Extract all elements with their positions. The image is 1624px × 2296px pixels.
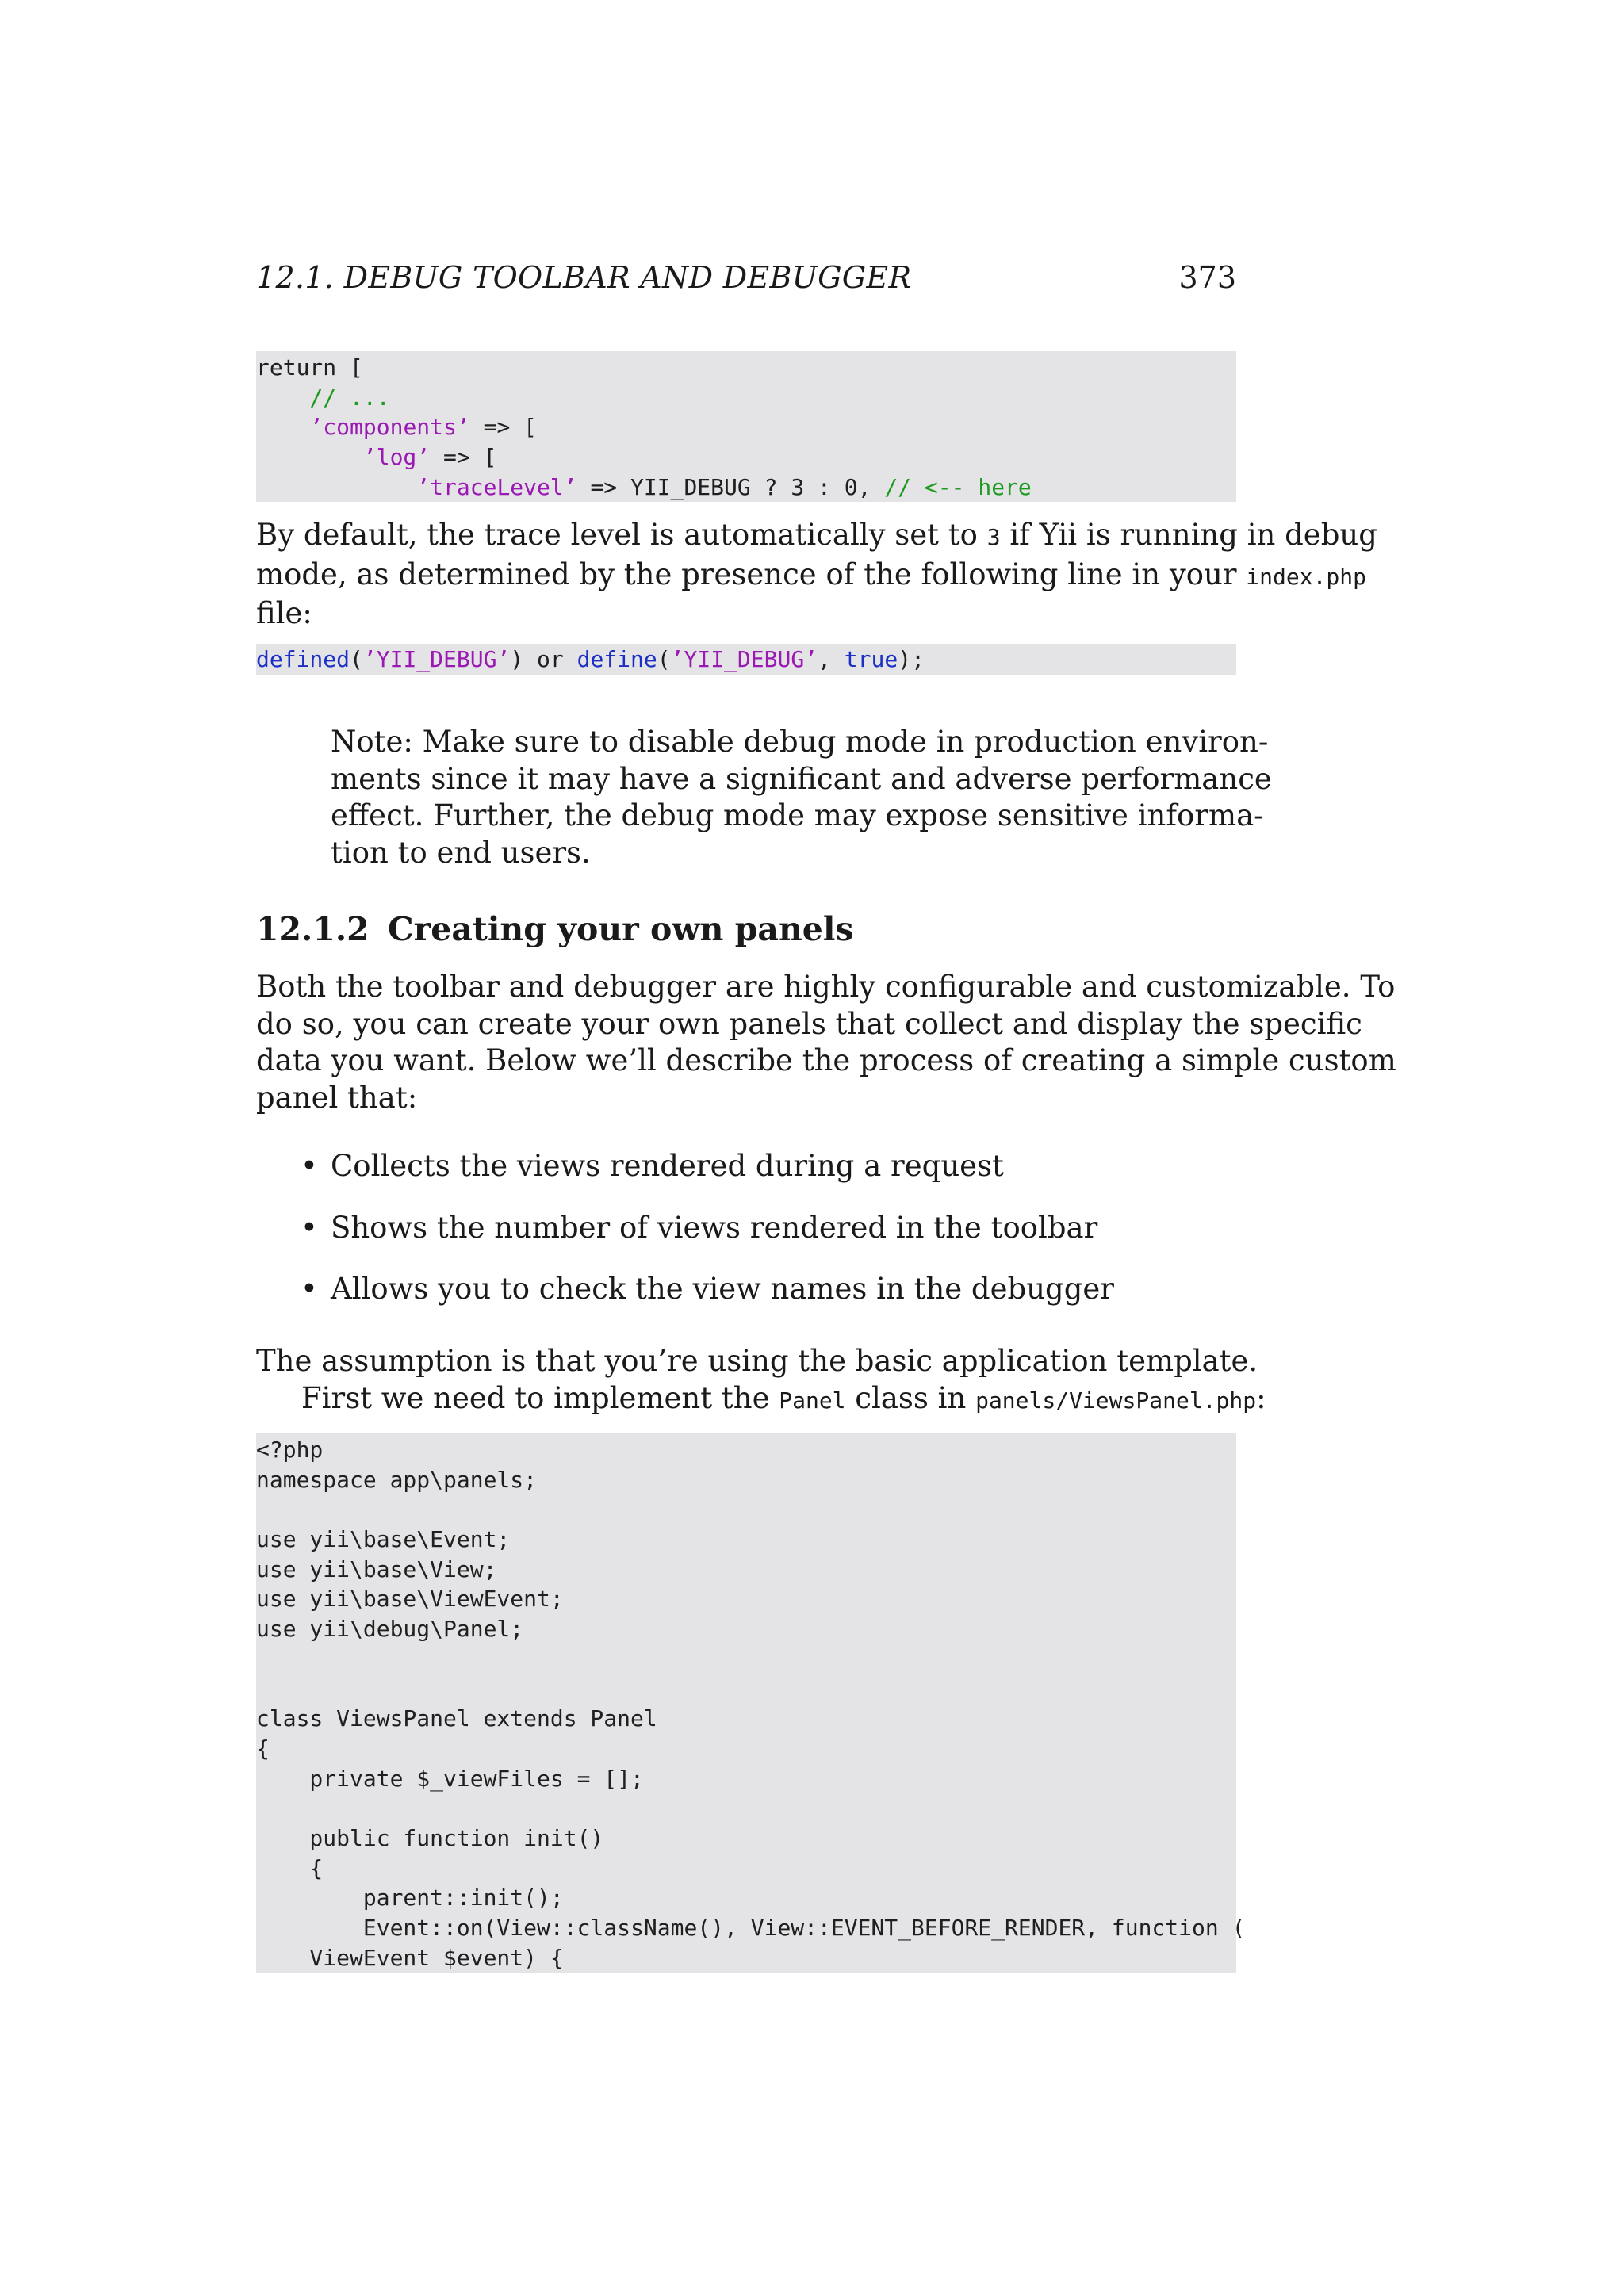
paragraph-line: file: — [256, 596, 312, 630]
page-number: 373 — [1178, 260, 1236, 295]
code-line — [256, 412, 1236, 442]
note-box — [331, 724, 1272, 871]
code-line: namespace app\panels; — [256, 1466, 538, 1493]
code-line: use yii\debug\Panel; — [256, 1616, 524, 1643]
code-token: ’traceLevel’ — [416, 473, 577, 500]
code-token: define — [576, 646, 657, 672]
code-token: ( — [657, 646, 671, 672]
inline-code: panels/ViewsPanel.php — [975, 1387, 1257, 1414]
code-line: parent::init(); — [256, 1885, 564, 1911]
paragraph-line: data you want. Below we’ll describe the process of creating a simple custom — [256, 1043, 1396, 1077]
code-token: ’YII_DEBUG’ — [362, 646, 511, 672]
paragraph-implement-panel — [256, 1343, 1266, 1419]
code-token: true — [844, 646, 898, 672]
code-token: ( — [350, 646, 363, 672]
inline-code: 3 — [986, 524, 1001, 550]
note-line: ments since it may have a significant and adverse performance — [331, 761, 1272, 796]
paragraph-line: do so, you can create your own panels that collect and display the specific — [256, 1006, 1362, 1041]
code-line — [256, 353, 1236, 383]
code-line — [256, 1674, 1236, 1705]
paragraph-line: By default, the trace level is automatically set to 3 if Yii is running in debug — [256, 518, 1377, 552]
running-header — [256, 260, 1236, 298]
header-section-title: 12.1. DEBUG TOOLBAR AND DEBUGGER — [256, 260, 912, 295]
note-line: effect. Further, the debug mode may expose sensitive informa- — [331, 798, 1264, 832]
note-line: Note: Make sure to disable debug mode in production environ- — [331, 725, 1269, 759]
paragraph-line: panel that: — [256, 1080, 418, 1115]
code-token: => [ — [469, 414, 538, 441]
subsection-heading — [256, 910, 854, 948]
code-token — [256, 385, 309, 411]
code-line: private $_viewFiles = []; — [256, 1765, 644, 1792]
paragraph-line: First we need to implement the Panel class in panels/ViewsPanel.php: — [301, 1380, 1266, 1415]
note-line: tion to end users. — [331, 835, 591, 870]
paragraph-custom-panels — [256, 969, 1396, 1116]
bullet-icon: • — [301, 1272, 318, 1306]
code-token: => YII_DEBUG ? 3 : 0, — [576, 473, 885, 500]
subsection-number: 12.1.2 — [256, 910, 370, 948]
code-line — [256, 473, 1236, 503]
paragraph-line: mode, as determined by the presence of the following line in your index.php — [256, 557, 1366, 591]
code-line — [256, 1793, 1236, 1823]
list-item: • Collects the views rendered during a request — [301, 1148, 1114, 1210]
code-token: , — [818, 646, 845, 672]
code-token: defined — [256, 646, 350, 672]
code-token: // ... — [309, 384, 390, 411]
paragraph-line: Both the toolbar and debugger are highly configurable and customizable. To — [256, 970, 1396, 1004]
code-line — [256, 442, 1236, 473]
paragraph-line: The assumption is that you’re using the basic application template. — [256, 1344, 1258, 1378]
inline-code: index.php — [1246, 563, 1366, 590]
code-line — [256, 383, 1236, 413]
code-line: ViewEvent $event) { — [256, 1944, 564, 1971]
code-token: ) or — [510, 646, 577, 672]
code-line: { — [256, 1854, 324, 1881]
inline-code: Panel — [779, 1387, 846, 1414]
subsection-title: Creating your own panels — [388, 910, 854, 948]
bullet-icon: • — [301, 1210, 318, 1245]
code-token — [256, 474, 416, 500]
code-token: return [ — [256, 354, 363, 381]
code-line: use yii\base\View; — [256, 1556, 497, 1582]
code-line: use yii\base\Event; — [256, 1526, 511, 1553]
list-item: • Shows the number of views rendered in the toolbar — [301, 1210, 1114, 1272]
code-block-views-panel — [256, 1433, 1246, 1973]
code-block-log-config — [256, 351, 1236, 502]
code-token — [256, 444, 363, 470]
code-line: class ViewsPanel extends Panel — [256, 1705, 657, 1732]
code-line: { — [256, 1735, 270, 1762]
code-line: <?php — [256, 1437, 324, 1463]
code-line — [256, 1494, 1236, 1525]
list-item: • Allows you to check the view names in the debugger — [301, 1271, 1114, 1333]
code-token — [256, 414, 309, 440]
code-line — [256, 1644, 1236, 1674]
code-token: ’YII_DEBUG’ — [670, 646, 818, 672]
code-line: public function init() — [256, 1824, 604, 1851]
bullet-icon: • — [301, 1149, 318, 1183]
code-line — [256, 645, 1236, 675]
code-token: => [ — [430, 444, 497, 471]
code-token: // <-- here — [884, 473, 1032, 500]
code-token: ); — [898, 646, 925, 672]
code-token: ’components’ — [309, 414, 470, 441]
code-line: use yii\base\ViewEvent; — [256, 1586, 564, 1613]
code-token: ’log’ — [362, 444, 431, 471]
code-block-define-debug — [256, 644, 1236, 675]
code-line: Event::on(View::className(), View::EVENT_BEFORE_RENDER, function ( — [256, 1915, 1246, 1941]
paragraph-trace-level — [256, 517, 1377, 633]
bullet-list — [301, 1148, 1114, 1333]
